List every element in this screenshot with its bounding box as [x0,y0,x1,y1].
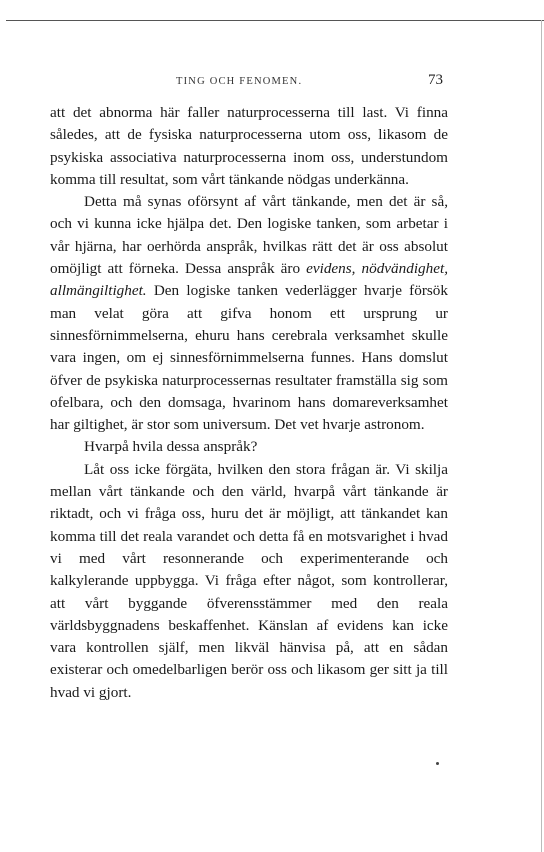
paragraph-2-text-a: Detta må synas oförsynt af vårt tänkande, men det är så, och vi kunna icke hjälpa det. Den logiske tanken, som arbetar i vår hjärna, har oerhörda anspråk, hvilkas rätt det är oss absolut omöjligt att förneka. Dessa anspråk äro [50,193,448,278]
paragraph-2-emphasis: evidens, nödvändighet, allmängiltighet. [50,260,448,300]
running-title: TING OCH FENOMEN. [176,76,303,87]
page-top-edge-rule [6,20,544,21]
running-head [0,72,544,90]
page-number: 73 [428,72,443,88]
paragraph-4: Låt oss icke förgäta, hvilken den stora frågan är. Vi skilja mellan vårt tänkande och den värld, hvarpå vårt tänkande är riktadt, och vi fråga oss, huru det är möjligt, att tänkandet kan komma till det reala varandet och detta få en motsvarighet i hvad vi med vårt resonnerande och experimenterande och kalkylerande uppbygga. Vi fråga efter något, som kontrollerar, att vårt byggande öfverensstämmer med den reala världsbyggnadens beskaffenhet. Känslan af evidens kan icke vara kontrollen själf, men likväl hänvisa på, att en sådan existerar och omedelbarligen berör oss och likasom ger sitt ja till hvad vi gjort. [50,460,448,701]
paragraph-3: Hvarpå hvila dessa anspråk? [84,438,258,456]
paragraph-2 [50,191,448,436]
paragraph-1: att det abnorma här faller naturprocesserna till last. Vi finna således, att de fysiska naturprocesserna utom oss, likasom de psykiska associativa naturprocesserna inom oss, understundom komma till resultat, som vårt tänkande nödgas underkänna. [50,104,448,188]
body-text [50,102,448,704]
paragraph-2-text-b: Den logiske tanken vederlägger hvarje försök man velat göra att gifva honom ett ursprung ur sinnesförnimmelserna, ehuru hans cerebrala verksamhet skulle vara ingen, om ej sinnesförnimmelserna funnes. Hans domslut öfver de psykiska naturprocessernas resultater framställa sig som ofelbara, och den domsaga, hvarinom hans domareverksamhet har giltighet, är stor som universum. Det vet hvarje astronom. [50,282,448,434]
page-right-edge [541,20,542,852]
ink-speck [436,762,439,765]
